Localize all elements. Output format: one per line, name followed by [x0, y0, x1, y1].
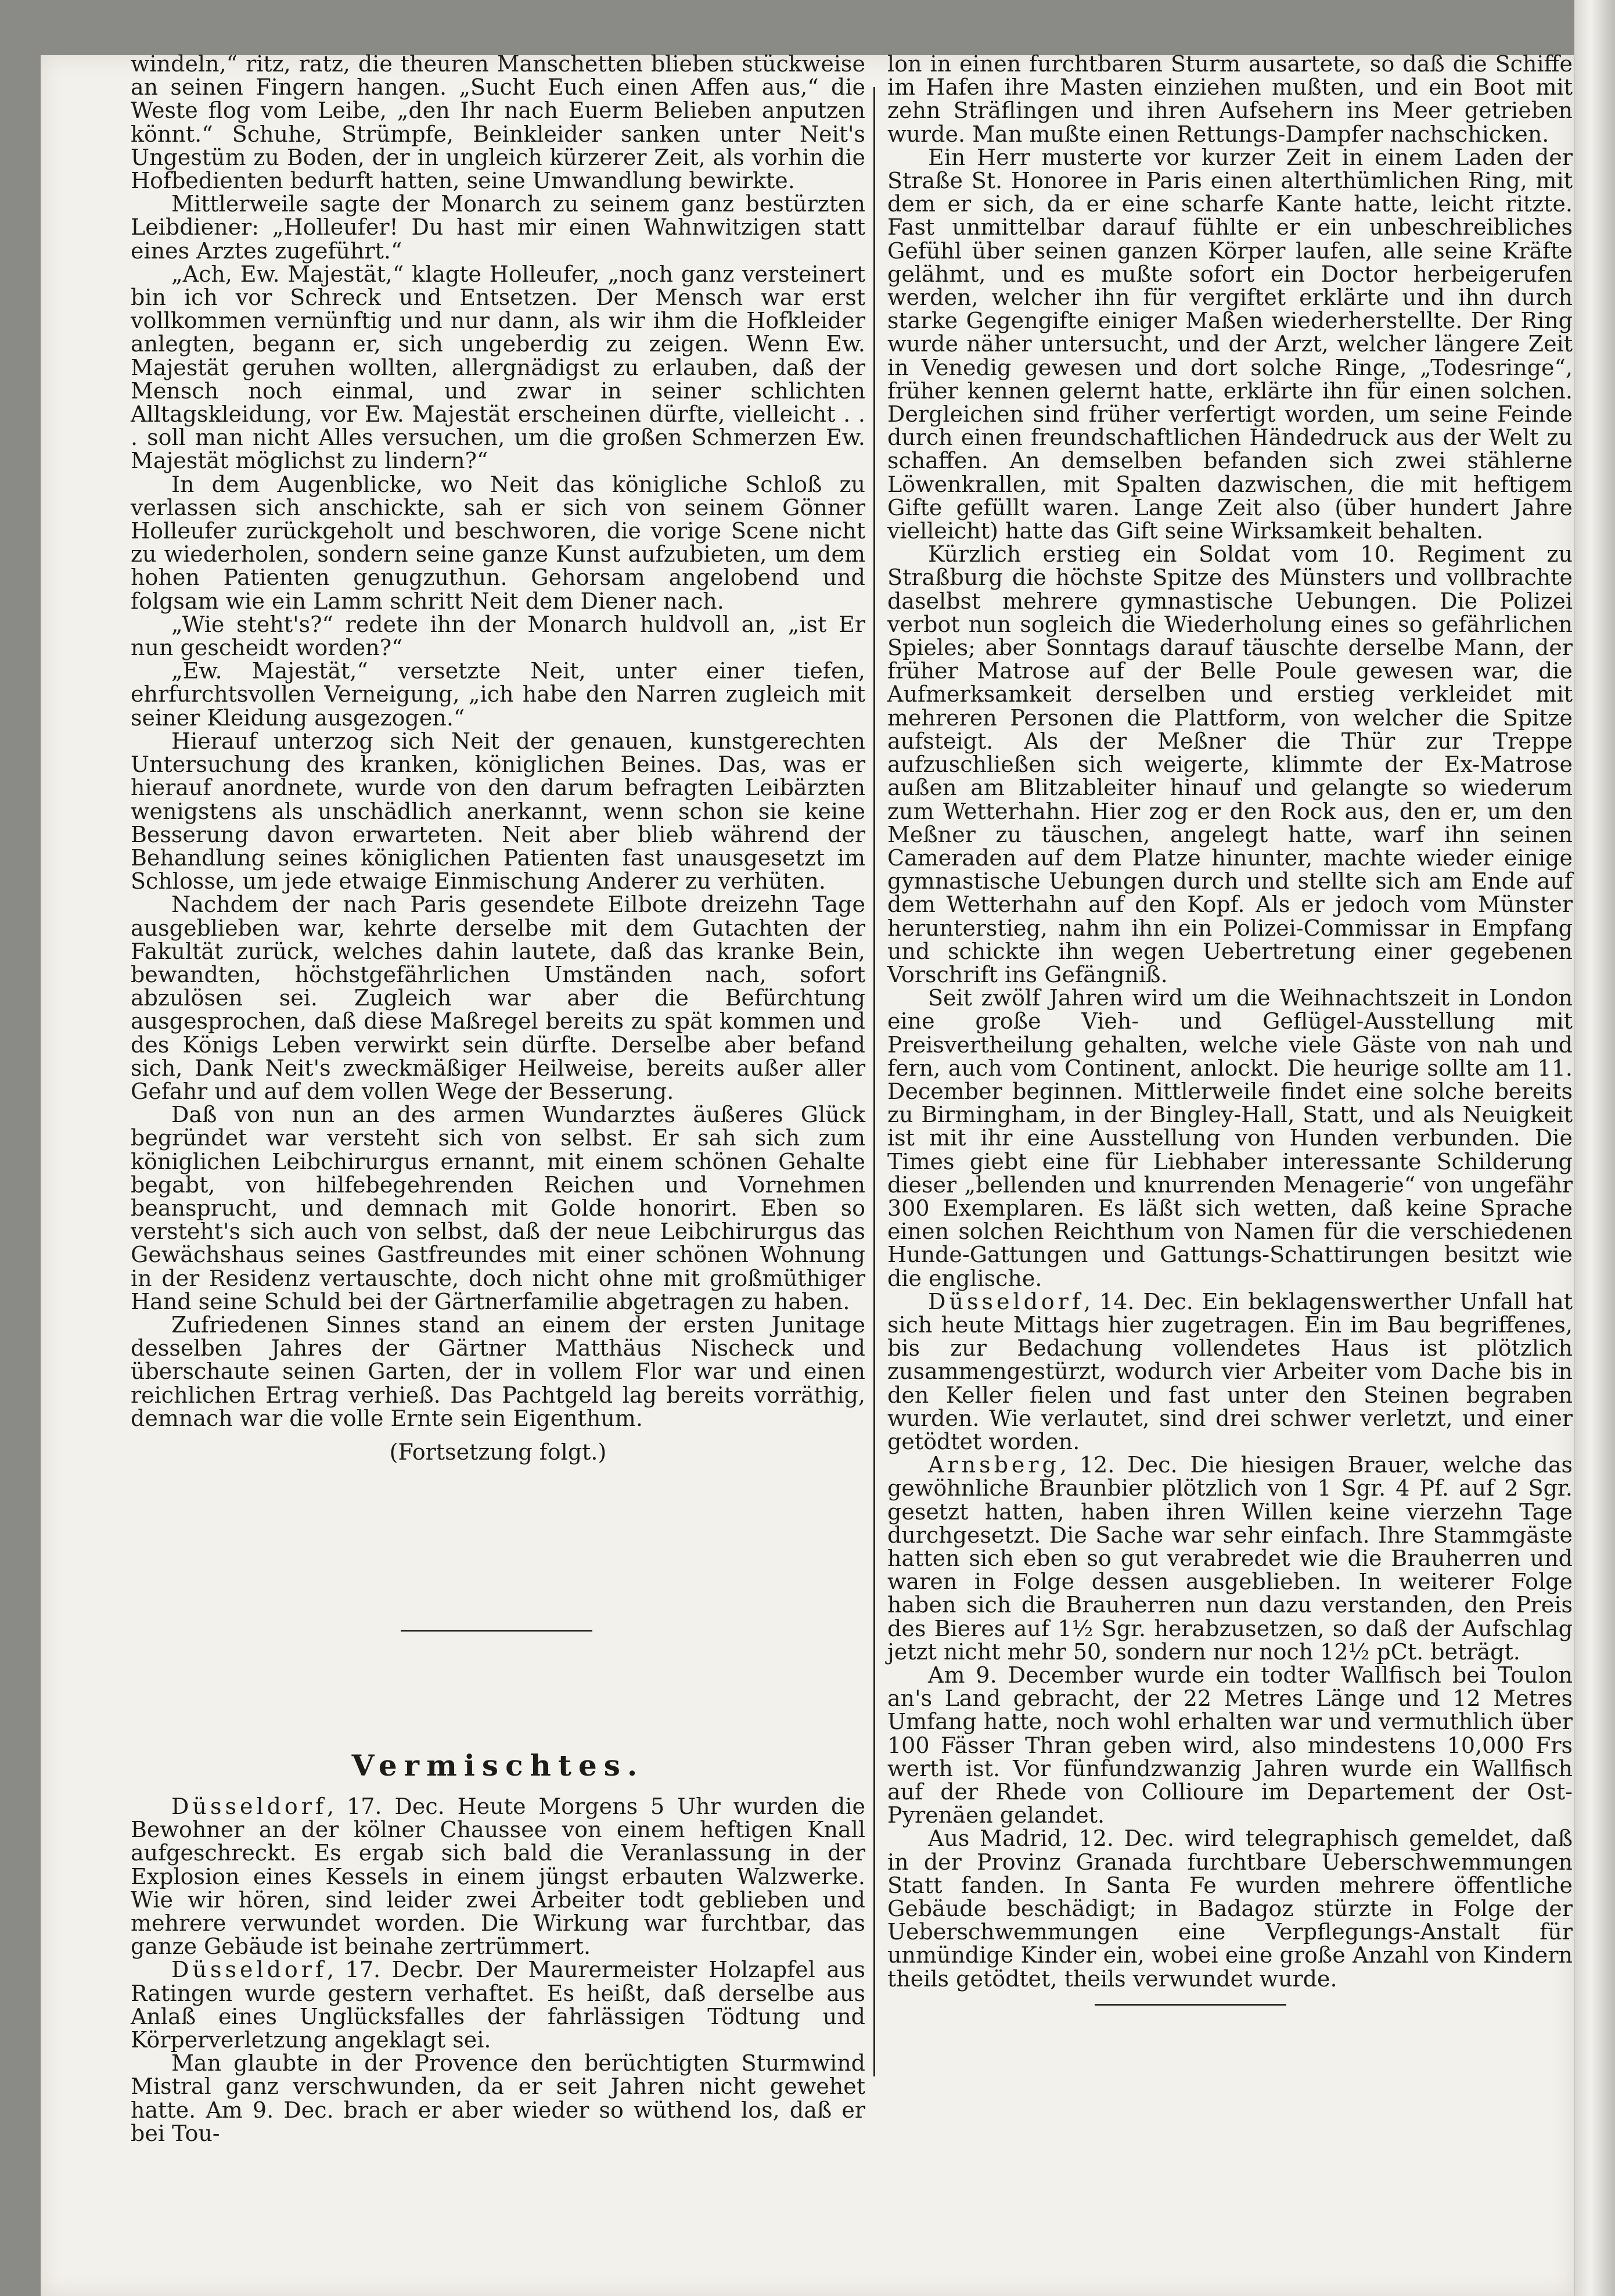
news-text: Aus Madrid, 12. Dec. wird telegraphisch gemeldet, daß in der Provinz Granada furchtbare Ueberschwemmungen Statt fanden. In Santa Fe wurden mehrere öffentliche Gebäude beschädigt; in Badagoz stürzte in Folge der Ueberschwemmungen eine Verpflegungs-Anstalt für unmündige Kinder ein, wobei eine große Anzahl von Kindern theils getödtet, theils verwundet wurde. [887, 1826, 1573, 1992]
divider-rule [1095, 2004, 1286, 2006]
paragraph: „Wie steht's?“ redete ihn der Monarch huldvoll an, „ist Er nun gescheidt worden?“ [131, 611, 865, 661]
paragraph: Daß von nun an des armen Wundarztes äußeres Glück begründet war versteht sich von selbst. Er sah sich zum königlichen Leibchirurgus ernannt, mit einem schönen Gehalte begabt, von hilfebegehrenden Reichen und Vornehmen beansprucht, und demnach mit Golde honorirt. Eben so versteht's sich auch von selbst, daß der neue Leibchirurgus das Gewächshaus seines Gastfreundes mit einer schönen Wohnung in der Residenz vertauschte, doch nicht ohne mit großmüthiger Hand seine Schuld bei der Gärtnerfamilie abgetragen zu haben. [131, 1102, 865, 1314]
news-item [887, 1453, 1573, 1663]
divider-rule [401, 1630, 592, 1632]
right-column [887, 52, 1573, 1990]
news-item [131, 1795, 865, 1958]
news-text: Seit zwölf Jahren wird um die Weihnachtszeit in London eine große Vieh- und Geflügel-Ausstellung mit Preisvertheilung gehalten, welche viele Gäste von nah und fern, auch vom Continent, anlockt. Die heurige sollte am 11. December beginnen. Mittlerweile findet eine solche bereits zu Birmingham, in der Bingley-Hall, Statt, und als Neuigkeit ist mit ihr eine Ausstellung von Hunden verbunden. Die Times giebt eine für Liebhaber interessante Schilderung dieser „bellenden und knurrenden Menagerie“ von ungefähr 300 Exemplaren. Es läßt sich wetten, daß keine Sprache einen solchen Reichthum von Namen für die verschiedenen Hunde-Gattungen und Gattungs-Schattirungen besitzt wie die englische. [887, 985, 1573, 1291]
news-item [887, 1827, 1573, 1990]
news-item [887, 542, 1573, 986]
news-text: , 17. Decbr. Der Maurermeister Holzapfel aus Ratingen wurde gestern verhaftet. Es heißt, daß derselbe aus Anlaß eines Unglücksfalles der fahrlässigen Tödtung und Körperverletzung angeklagt sei. [131, 1957, 865, 2053]
column-divider [873, 87, 875, 2076]
book-spine [1574, 0, 1615, 2296]
news-item [887, 986, 1573, 1290]
paragraph: windeln,“ ritz, ratz, die theuren Manschetten blieben stückweise an seinen Fingern hangen. „Sucht Euch einen Affen aus,“ die Weste flog vom Leibe, „den Ihr nach Euerm Belieben anputzen könnt.“ Schuhe, Strümpfe, Beinkleider sanken unter Neit's Ungestüm zu Boden, der in ungleich kürzerer Zeit, als vorhin die Hofbedienten bedurft hatten, seine Umwandlung bewirkte. [131, 51, 865, 194]
paragraph: Zufriedenen Sinnes stand an einem der ersten Junitage desselben Jahres der Gärtner Matthäus Nischeck und überschaute seinen Garten, der in vollem Flor war und einen reichlichen Ertrag verhieß. Das Pachtgeld lag bereits vorräthig, demnach war die volle Ernte sein Eigenthum. [131, 1312, 865, 1431]
news-place: Düsseldorf [171, 1957, 328, 1983]
paragraph: In dem Augenblicke, wo Neit das königliche Schloß zu verlassen sich anschickte, sah er sich von seinem Gönner Holleufer zurückgeholt und beschworen, die vorige Scene nicht zu wiederholen, sondern seine ganze Kunst aufzubieten, um dem hohen Patienten genugzuthun. Gehorsam angelobend und folgsam wie ein Lamm schritt Neit dem Diener nach. [131, 471, 865, 614]
paragraph: Nachdem der nach Paris gesendete Eilbote dreizehn Tage ausgeblieben war, kehrte derselbe mit dem Gutachten der Fakultät zurück, welches dahin lautete, daß das kranke Bein, bewandten, höchstgefährlichen Umständen nach, sofort abzulösen sei. Zugleich war aber die Befürchtung ausgesprochen, daß diese Maßregel bereits zu spät kommen und des Königs Leben verwirkt sein dürfte. Derselbe aber befand sich, Dank Neit's zweckmäßiger Heilweise, bereits außer aller Gefahr und auf dem vollen Wege der Besserung. [131, 892, 865, 1104]
news-text: Ein Herr musterte vor kurzer Zeit in einem Laden der Straße St. Honoree in Paris einen alterthümlichen Ring, mit dem er sich, da er eine scharfe Kante hatte, leicht ritzte. Fast unmittelbar darauf fühlte er ein unbeschreibliches Gefühl über seinen ganzen Körper laufen, alle seine Kräfte gelähmt, und es mußte sofort ein Doctor herbeigerufen werden, welcher ihn für vergiftet erklärte und ihn durch starke Gegengifte einiger Maßen wiederherstellte. Der Ring wurde näher untersucht, und der Arzt, welcher längere Zeit in Venedig gewesen und dort solche Ringe, „Todesringe“, früher kennen gelernt hatte, erklärte ihn für einen solchen. Dergleichen sind früher verfertigt worden, um seine Feinde durch einen freundschaftlichen Händedruck aus der Welt zu schaffen. An demselben befanden sich zwei stählerne Löwenkrallen, mit Spalten dazwischen, die mit heftigem Gifte gefüllt waren. Lange Zeit also (über hundert Jahre vielleicht) hatte das Gift seine Wirksamkeit behalten. [887, 144, 1573, 544]
news-text: Am 9. December wurde ein todter Wallfisch bei Toulon an's Land gebracht, der 22 Metres Länge und 12 Metres Umfang hatte, noch wohl erhalten war und vermuthlich über 100 Fässer Thran geben wird, also mindestens 10,000 Frs werth ist. Vor fünfundzwanzig Jahren wurde ein Wallfisch auf der Rhede von Collioure im Departement der Ost-Pyrenäen gelandet. [887, 1662, 1573, 1828]
news-text: , 14. Dec. Ein beklagenswerther Unfall hat sich heute Mittags hier zugetragen. Ein im Bau begriffenes, bis zur Bedachung vollendetes Haus ist plötzlich zusammengestürzt, wodurch vier Arbeiter vom Dache bis in den Keller fielen und fast unter den Steinen begraben wurden. Wie verlautet, sind drei schwer verletzt, und einer getödtet worden. [887, 1288, 1573, 1454]
paragraph: „Ach, Ew. Majestät,“ klagte Holleufer, „noch ganz versteinert bin ich vor Schreck und Entsetzen. Der Mensch war erst vollkommen vernünftig und nur dann, als wir ihm die Hofkleider anlegten, begann er, sich ungeberdig zu zeigen. Wenn Ew. Majestät geruhen wollten, allergnädigst zu erlauben, daß der Mensch noch einmal, und zwar in seiner schlichten Alltagskleidung, vor Ew. Majestät erscheinen dürfte, vielleicht . . . soll man nicht Alles versuchen, um die großen Schmerzen Ew. Majestät möglichst zu lindern?“ [131, 261, 865, 474]
continuation-note: (Fortsetzung folgt.) [389, 1439, 607, 1465]
paragraph: „Ew. Majestät,“ versetzte Neit, unter einer tiefen, ehrfurchtsvollen Verneigung, „ich habe den Narren zugleich mit seiner Kleidung ausgezogen.“ [131, 658, 865, 731]
news-place: Arnsberg [928, 1452, 1060, 1478]
paragraph: Mittlerweile sagte der Monarch zu seinem ganz bestürzten Leibdiener: „Holleufer! Du hast mir einen Wahnwitzigen statt eines Arztes zugeführt.“ [131, 191, 865, 264]
news-place: Düsseldorf [928, 1288, 1084, 1314]
news-item [887, 1663, 1573, 1827]
news-text: Kürzlich erstieg ein Soldat vom 10. Regiment zu Straßburg die höchste Spitze des Münsters und vollbrachte daselbst mehrere gymnastische Uebungen. Die Polizei verbot nun sogleich die Wiederholung eines so gefährlichen Spieles; aber Sonntags darauf täuschte derselbe Mann, der früher Matrose auf der Belle Poule gewesen war, die Aufmerksamkeit derselben und erstieg verkleidet mit mehreren Personen die Plattform, von welcher die Spitze aufsteigt. Als der Meßner die Thür zur Treppe aufzuschließen sich weigerte, klimmte der Ex-Matrose außen am Blitzableiter hinauf und gelangte so wiederum zum Wetterhahn. Hier zog er den Rock aus, den er, um den Meßner zu täuschen, angelegt hatte, warf ihn seinen Cameraden auf dem Platze hinunter, machte wieder einige gymnastische Uebungen durch und stellte sich am Ende auf dem Wetterhahn auf den Kopf. Als er jedoch vom Münster herunterstieg, nahm ihn ein Polizei-Commissar in Empfang und schickte ihn wegen Uebertretung einer gegebenen Vorschrift ins Gefängniß. [887, 541, 1573, 987]
news-item [887, 52, 1573, 146]
news-item [131, 2051, 865, 2145]
left-column [131, 52, 865, 1464]
news-item [887, 146, 1573, 542]
paragraph: Hierauf unterzog sich Neit der genauen, kunstgerechten Untersuchung des kranken, königlichen Beines. Das, was er hierauf anordnete, wurde von den darum befragten Leibärzten wenigstens als unschädlich anerkannt, wenn schon sie keine Besserung davon erwarteten. Neit aber blieb während der Behandlung seines königlichen Patienten fast unausgesetzt im Schlosse, um jede etwaige Einmischung Anderer zu verhüten. [131, 728, 865, 894]
news-place: Düsseldorf [171, 1794, 328, 1819]
news-text: , 17. Dec. Heute Morgens 5 Uhr wurden die Bewohner an der kölner Chaussee von einem heftigen Knall aufgeschreckt. Es ergab sich bald die Veranlassung in der Explosion eines Kessels in einem jüngst erbauten Walzwerke. Wie wir hören, sind leider zwei Arbeiter todt geblieben und mehrere verwundet worden. Die Wirkung war furchtbar, das ganze Gebäude ist beinahe zertrümmert. [131, 1794, 865, 1960]
vermischtes-left [131, 1795, 865, 2145]
section-heading: Vermischtes. [351, 1748, 645, 1783]
news-item [131, 1958, 865, 2051]
news-text: lon in einen furchtbaren Sturm ausartete, so daß die Schiffe im Hafen ihre Masten einziehen mußten, und ein Boot mit zehn Sträflingen und ihren Aufsehern ins Meer getrieben wurde. Man mußte einen Rettungs-Dampfer nachschicken. [887, 51, 1573, 147]
news-text: Man glaubte in der Provence den berüchtigten Sturmwind Mistral ganz verschwunden, da er seit Jahren nicht gewehet hatte. Am 9. Dec. brach er aber wieder so wüthend los, daß er bei Tou- [131, 2050, 865, 2146]
news-text: , 12. Dec. Die hiesigen Brauer, welche das gewöhnliche Braunbier plötzlich von 1 Sgr. 4 Pf. auf 2 Sgr. gesetzt hatten, haben ihren Willen keine vierzehn Tage durchgesetzt. Die Sache war sehr einfach. Ihre Stammgäste hatten sich eben so gut verabredet wie die Brauherren und waren in Folge dessen ausgeblieben. In weiterer Folge haben sich die Brauherren nun dazu verstanden, den Preis des Bieres auf 1½ Sgr. herabzusetzen, so daß der Aufschlag jetzt nicht mehr 50, sondern nur noch 12½ pCt. beträgt. [887, 1452, 1573, 1665]
news-item [887, 1290, 1573, 1453]
